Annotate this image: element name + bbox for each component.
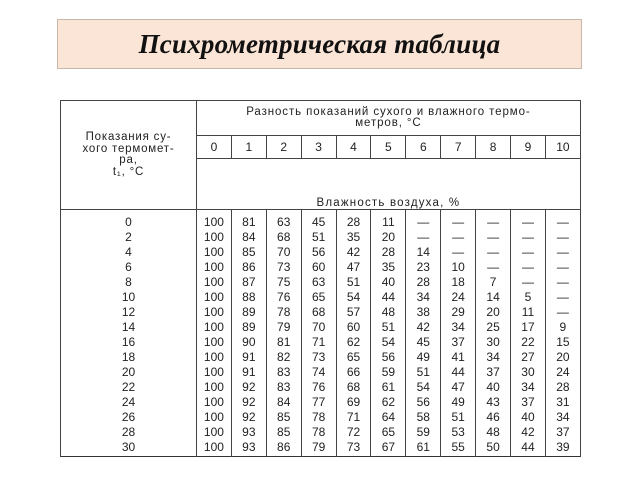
- humidity-cell: —: [545, 229, 580, 244]
- humidity-cell: 40: [371, 274, 406, 289]
- row-temperature: 24: [61, 394, 197, 409]
- header-diff-line-2: метров, °C: [355, 117, 422, 129]
- humidity-cell: 100: [197, 274, 232, 289]
- row-temperature: 2: [61, 229, 197, 244]
- humidity-cell: 77: [301, 394, 336, 409]
- humidity-cell: 76: [301, 379, 336, 394]
- humidity-cell: —: [476, 244, 511, 259]
- humidity-cell: 50: [476, 439, 511, 457]
- humidity-cell: 60: [336, 319, 371, 334]
- humidity-cell: 59: [406, 424, 441, 439]
- table-row: [61, 289, 581, 304]
- humidity-cell: 56: [406, 394, 441, 409]
- humidity-cell: —: [441, 210, 476, 230]
- humidity-cell: 59: [371, 364, 406, 379]
- humidity-cell: 56: [301, 244, 336, 259]
- humidity-cell: 63: [301, 274, 336, 289]
- humidity-cell: 83: [266, 379, 301, 394]
- humidity-cell: 73: [266, 259, 301, 274]
- humidity-cell: 42: [406, 319, 441, 334]
- humidity-cell: —: [545, 210, 580, 230]
- table-row: [61, 409, 581, 424]
- humidity-cell: 66: [336, 364, 371, 379]
- humidity-cell: 100: [197, 424, 232, 439]
- humidity-cell: 60: [301, 259, 336, 274]
- difference-value-10: 10: [545, 136, 580, 159]
- humidity-cell: —: [441, 229, 476, 244]
- humidity-cell: 23: [406, 259, 441, 274]
- header-difference: [197, 101, 581, 136]
- table-row: [61, 379, 581, 394]
- table-row: [61, 304, 581, 319]
- humidity-cell: 29: [441, 304, 476, 319]
- humidity-cell: —: [441, 244, 476, 259]
- humidity-cell: 62: [371, 394, 406, 409]
- humidity-cell: 37: [545, 424, 580, 439]
- humidity-cell: 74: [301, 364, 336, 379]
- humidity-cell: 54: [371, 334, 406, 349]
- humidity-cell: 100: [197, 349, 232, 364]
- row-temperature: 4: [61, 244, 197, 259]
- humidity-cell: 100: [197, 334, 232, 349]
- row-temperature: 16: [61, 334, 197, 349]
- humidity-cell: 37: [511, 394, 546, 409]
- humidity-cell: 56: [371, 349, 406, 364]
- humidity-cell: 18: [441, 274, 476, 289]
- humidity-cell: 51: [406, 364, 441, 379]
- humidity-cell: 47: [336, 259, 371, 274]
- table-row: [61, 439, 581, 457]
- humidity-cell: 28: [545, 379, 580, 394]
- humidity-cell: 24: [545, 364, 580, 379]
- header-temp-line-3: ра,: [119, 154, 138, 166]
- row-temperature: 30: [61, 439, 197, 457]
- humidity-cell: 100: [197, 379, 232, 394]
- table-body: [61, 210, 581, 457]
- humidity-cell: —: [545, 304, 580, 319]
- humidity-cell: —: [476, 259, 511, 274]
- humidity-cell: 20: [371, 229, 406, 244]
- humidity-cell: 40: [476, 379, 511, 394]
- humidity-cell: 39: [545, 439, 580, 457]
- humidity-cell: 34: [511, 379, 546, 394]
- humidity-cell: —: [511, 229, 546, 244]
- humidity-cell: 72: [336, 424, 371, 439]
- humidity-cell: 100: [197, 394, 232, 409]
- humidity-cell: 46: [476, 409, 511, 424]
- difference-value-8: 8: [476, 136, 511, 159]
- table-row: [61, 210, 581, 230]
- table-row: [61, 274, 581, 289]
- humidity-cell: 71: [336, 409, 371, 424]
- table-row: [61, 244, 581, 259]
- humidity-cell: 37: [441, 334, 476, 349]
- humidity-cell: 100: [197, 304, 232, 319]
- table-row: [61, 319, 581, 334]
- humidity-cell: 100: [197, 364, 232, 379]
- humidity-cell: —: [476, 229, 511, 244]
- humidity-cell: 79: [301, 439, 336, 457]
- humidity-cell: 28: [371, 244, 406, 259]
- humidity-cell: 27: [511, 349, 546, 364]
- humidity-cell: 92: [231, 394, 266, 409]
- humidity-cell: 35: [336, 229, 371, 244]
- humidity-cell: —: [545, 259, 580, 274]
- humidity-cell: 41: [441, 349, 476, 364]
- humidity-cell: 68: [336, 379, 371, 394]
- humidity-cell: 92: [231, 379, 266, 394]
- humidity-cell: 100: [197, 439, 232, 457]
- header-diff-line-1: Разность показаний сухого и влажного термо-: [246, 105, 531, 118]
- difference-value-0: 0: [197, 136, 232, 159]
- humidity-cell: 44: [371, 289, 406, 304]
- humidity-cell: 54: [406, 379, 441, 394]
- humidity-cell: 78: [301, 409, 336, 424]
- humidity-cell: 5: [511, 289, 546, 304]
- table-row: [61, 364, 581, 379]
- humidity-cell: 73: [336, 439, 371, 457]
- humidity-cell: 81: [231, 210, 266, 230]
- humidity-cell: 86: [231, 259, 266, 274]
- row-temperature: 6: [61, 259, 197, 274]
- humidity-cell: 82: [266, 349, 301, 364]
- humidity-cell: 100: [197, 244, 232, 259]
- difference-value-1: 1: [231, 136, 266, 159]
- humidity-cell: 79: [266, 319, 301, 334]
- humidity-cell: 100: [197, 289, 232, 304]
- humidity-cell: —: [511, 210, 546, 230]
- difference-value-4: 4: [336, 136, 371, 159]
- humidity-cell: 48: [371, 304, 406, 319]
- table-row: [61, 349, 581, 364]
- humidity-cell: 69: [336, 394, 371, 409]
- humidity-cell: 42: [511, 424, 546, 439]
- humidity-cell: —: [406, 210, 441, 230]
- humidity-cell: 45: [301, 210, 336, 230]
- header-dry-temperature: [61, 101, 197, 210]
- humidity-cell: 88: [231, 289, 266, 304]
- humidity-cell: 34: [545, 409, 580, 424]
- humidity-cell: 7: [476, 274, 511, 289]
- humidity-cell: 68: [301, 304, 336, 319]
- humidity-cell: 30: [476, 334, 511, 349]
- humidity-cell: 47: [441, 379, 476, 394]
- humidity-cell: 89: [231, 304, 266, 319]
- humidity-cell: 92: [231, 409, 266, 424]
- humidity-cell: 49: [406, 349, 441, 364]
- humidity-cell: 100: [197, 319, 232, 334]
- humidity-cell: 51: [336, 274, 371, 289]
- table-row: [61, 334, 581, 349]
- humidity-cell: 86: [266, 439, 301, 457]
- humidity-cell: 58: [406, 409, 441, 424]
- humidity-cell: 87: [231, 274, 266, 289]
- humidity-cell: 65: [371, 424, 406, 439]
- humidity-cell: 51: [371, 319, 406, 334]
- humidity-cell: —: [545, 274, 580, 289]
- psychrometric-table: [60, 100, 581, 457]
- humidity-cell: 44: [511, 439, 546, 457]
- humidity-cell: —: [511, 274, 546, 289]
- humidity-cell: 61: [406, 439, 441, 457]
- humidity-cell: 53: [441, 424, 476, 439]
- humidity-cell: 44: [441, 364, 476, 379]
- humidity-cell: 37: [476, 364, 511, 379]
- humidity-cell: 43: [476, 394, 511, 409]
- humidity-cell: 65: [301, 289, 336, 304]
- humidity-cell: 73: [301, 349, 336, 364]
- humidity-cell: 78: [301, 424, 336, 439]
- humidity-cell: 100: [197, 210, 232, 230]
- humidity-cell: 51: [301, 229, 336, 244]
- header-temp-line-2: хого термомет-: [82, 142, 175, 155]
- table-row: [61, 259, 581, 274]
- humidity-cell: 70: [266, 244, 301, 259]
- table-row: [61, 229, 581, 244]
- humidity-cell: 89: [231, 319, 266, 334]
- difference-value-2: 2: [266, 136, 301, 159]
- humidity-cell: 100: [197, 259, 232, 274]
- humidity-cell: 100: [197, 229, 232, 244]
- humidity-cell: 28: [406, 274, 441, 289]
- humidity-cell: 78: [266, 304, 301, 319]
- humidity-cell: 100: [197, 409, 232, 424]
- humidity-cell: 14: [406, 244, 441, 259]
- humidity-cell: 91: [231, 349, 266, 364]
- humidity-cell: 9: [545, 319, 580, 334]
- humidity-cell: 28: [336, 210, 371, 230]
- row-temperature: 28: [61, 424, 197, 439]
- row-temperature: 10: [61, 289, 197, 304]
- difference-value-3: 3: [301, 136, 336, 159]
- humidity-cell: 40: [511, 409, 546, 424]
- header-temp-line-4: t₁, °C: [112, 165, 145, 178]
- title-banner: [57, 19, 582, 69]
- humidity-cell: 35: [371, 259, 406, 274]
- humidity-cell: 11: [511, 304, 546, 319]
- humidity-cell: 85: [266, 424, 301, 439]
- humidity-cell: 84: [266, 394, 301, 409]
- table-row: [61, 394, 581, 409]
- humidity-cell: —: [545, 289, 580, 304]
- row-temperature: 12: [61, 304, 197, 319]
- row-temperature: 18: [61, 349, 197, 364]
- humidity-cell: 93: [231, 424, 266, 439]
- humidity-cell: 85: [266, 409, 301, 424]
- humidity-cell: —: [511, 259, 546, 274]
- header-temp-line-1: Показания су-: [85, 131, 172, 143]
- table-row: [61, 424, 581, 439]
- humidity-cell: 70: [301, 319, 336, 334]
- humidity-cell: 81: [266, 334, 301, 349]
- humidity-cell: 22: [511, 334, 546, 349]
- humidity-cell: 25: [476, 319, 511, 334]
- row-temperature: 26: [61, 409, 197, 424]
- difference-value-6: 6: [406, 136, 441, 159]
- row-temperature: 20: [61, 364, 197, 379]
- humidity-cell: 34: [476, 349, 511, 364]
- humidity-cell: 51: [441, 409, 476, 424]
- humidity-cell: 49: [441, 394, 476, 409]
- humidity-cell: —: [511, 244, 546, 259]
- humidity-cell: 42: [336, 244, 371, 259]
- humidity-cell: 85: [231, 244, 266, 259]
- humidity-cell: 64: [371, 409, 406, 424]
- humidity-cell: 24: [441, 289, 476, 304]
- humidity-cell: 62: [336, 334, 371, 349]
- humidity-cell: 54: [336, 289, 371, 304]
- humidity-cell: 48: [476, 424, 511, 439]
- difference-value-9: 9: [511, 136, 546, 159]
- humidity-cell: 30: [511, 364, 546, 379]
- humidity-cell: 57: [336, 304, 371, 319]
- humidity-cell: —: [406, 229, 441, 244]
- humidity-cell: 31: [545, 394, 580, 409]
- header-humidity: Влажность воздуха, %: [197, 159, 581, 210]
- humidity-cell: 91: [231, 364, 266, 379]
- humidity-cell: 84: [231, 229, 266, 244]
- humidity-cell: 20: [545, 349, 580, 364]
- page-title: Психрометрическая таблица: [138, 28, 501, 59]
- humidity-cell: 45: [406, 334, 441, 349]
- row-temperature: 0: [61, 210, 197, 230]
- humidity-cell: 20: [476, 304, 511, 319]
- row-temperature: 22: [61, 379, 197, 394]
- humidity-cell: 14: [476, 289, 511, 304]
- row-temperature: 14: [61, 319, 197, 334]
- humidity-cell: 75: [266, 274, 301, 289]
- humidity-cell: 63: [266, 210, 301, 230]
- humidity-cell: 67: [371, 439, 406, 457]
- difference-value-5: 5: [371, 136, 406, 159]
- humidity-cell: 15: [545, 334, 580, 349]
- humidity-cell: 90: [231, 334, 266, 349]
- humidity-cell: 65: [336, 349, 371, 364]
- humidity-cell: 83: [266, 364, 301, 379]
- humidity-cell: 76: [266, 289, 301, 304]
- humidity-cell: 11: [371, 210, 406, 230]
- humidity-cell: —: [476, 210, 511, 230]
- humidity-cell: 38: [406, 304, 441, 319]
- humidity-cell: —: [545, 244, 580, 259]
- humidity-cell: 34: [406, 289, 441, 304]
- difference-value-7: 7: [441, 136, 476, 159]
- humidity-cell: 17: [511, 319, 546, 334]
- humidity-cell: 93: [231, 439, 266, 457]
- humidity-cell: 10: [441, 259, 476, 274]
- psychrometric-table-container: [60, 100, 580, 454]
- humidity-cell: 55: [441, 439, 476, 457]
- humidity-cell: 61: [371, 379, 406, 394]
- humidity-cell: 71: [301, 334, 336, 349]
- humidity-cell: 34: [441, 319, 476, 334]
- humidity-cell: 68: [266, 229, 301, 244]
- row-temperature: 8: [61, 274, 197, 289]
